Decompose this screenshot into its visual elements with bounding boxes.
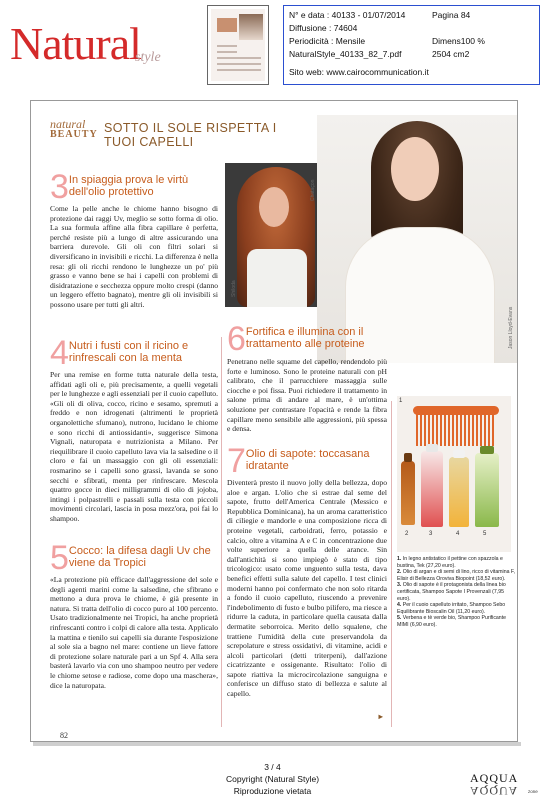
- section-body: Per una remise en forme tutta naturale della testa, affidati agli oli e, più precisamente, a quelli vegetali per le lunghezze e agli essenziali per il cuoio capelluto. «Gli oli di oliva, cocco, ricino e sesamo, spremuti a freddo e non idrogenati (altrimenti le proprietà organolettiche sfumano), nutrono, lucidano le chiome e sono ricchi di antiossidanti», suggerisce Simona Vignali, naturopata e nutrizionista a Milano. Per riequilibrare il cuoio capelluto lava via la salsedine o il cloro e fai un massaggio con gli oli essenziali: rosmarino se i capelli sono grassi, lavanda se sono secchi e sfibrati, menta per rinfrescare. Mescola quattro gocce in dieci milligrammi di olio di jojoba, intingi i polpastrelli e passali sulla testa con piccoli movimenti circolari, lascia in posa mezz'ora, poi fai lo shampoo.: [50, 370, 218, 523]
- footer-page-count: 3 / 4: [264, 762, 281, 772]
- brand-word: Natural: [10, 18, 141, 69]
- product-number: 3: [429, 531, 433, 537]
- section-title: Olio di sapote: toccasana idratante: [245, 448, 370, 472]
- end-mark: ►: [377, 712, 385, 721]
- section-header: [227, 442, 387, 480]
- thumbnail-line: [217, 63, 261, 65]
- column-rule: [391, 401, 392, 727]
- footer-riproduzione: Riproduzione vietata: [233, 786, 312, 796]
- products-caption: [397, 556, 515, 629]
- photo-right-caption: Jason Lloyd-Evans: [508, 306, 514, 349]
- brand-logo: [10, 20, 185, 75]
- section-title: In spiaggia prova le virtù dell'olio protettivo: [68, 174, 189, 198]
- product-caption-item: 4. Per il cuoio capelluto irritato, Shampoo Sebo Equilibrante Bioscalin Oil (11,20 euro).: [397, 602, 506, 615]
- photo-face: [259, 187, 289, 227]
- product-bottle-shampoo-sapote: [421, 451, 443, 527]
- meta-dimens: Dimens100 %: [432, 36, 485, 46]
- meta-sito[interactable]: Sito web: www.cairocommunication.it: [289, 67, 429, 77]
- column-rule: [221, 337, 222, 727]
- section-title: Cocco: la difesa dagli Uv che viene da Tropici: [68, 545, 211, 569]
- product-bottle-bioscalin: [449, 457, 469, 527]
- photo-face: [391, 137, 439, 201]
- section-header: [50, 168, 218, 206]
- meta-pagina: Pagina 84: [432, 10, 471, 20]
- product-bottle-mimi: [475, 453, 499, 527]
- thumbnail-photo-large: [239, 14, 263, 40]
- product-number: 5: [483, 531, 487, 537]
- product-number: 1: [399, 398, 403, 404]
- meta-row: [289, 48, 534, 61]
- meta-row: [289, 9, 534, 22]
- brand-sub: style: [135, 50, 161, 65]
- product-number: 2: [405, 531, 409, 537]
- section-title: Fortifica e illumina con il trattamento alle proteine: [245, 326, 365, 350]
- section-body: Diventerà presto il nuovo jolly della bellezza, dopo aloe e argan. L'olio che si estrae dal seme del sapote, frutto dell'America Centrale (Messico e Repubblica Dominicana), ha un aroma caratteristico di ciliegie e mandorle e una composizione ricca di proteine vegetali, carboidrati, ferro, potassio e calcio, oltre a vitamina A e C in concentrazione due volte superiore a quella delle arance. Sin dall'antichità si sono impiegò è stato di tipo tricologico: usato come unguento sulla testa, dava benefici effetti sulla salute del capello. I test clinici moderni hanno poi confermato che non solo ritarda a fondo il cuoio capelluto, riuscendo a prevenire l'indebolimento di fusto e bulbo pilifero, ma riesce a ridurre la caduta, in particolare quella causata dalla dermatite seborroica. Merito dello squalene, che trattiene l'umidità della cute preservandola da screpolature e stress ossidativi, di vitamine, acidi e alcoli particolari (detti triterpeni), dall'azione cicatrizzante e ossigenante. Risultato: l'olio di sapote riattiva la microcircolazione sanguigna e conferisce un diffuso stato di bellezza e salute al capello.: [227, 478, 387, 699]
- meta-row: [289, 22, 534, 35]
- photo-left-credit: Chataçon: [310, 179, 316, 201]
- meta-area: 2504 cm2: [432, 49, 470, 59]
- product-bottle-oil: [401, 461, 415, 525]
- section-header: [50, 334, 218, 372]
- footer-copyright: Copyright (Natural Style): [225, 774, 320, 784]
- meta-row: [289, 66, 534, 79]
- meta-numero-data: N° e data : 40133 - 01/07/2014: [289, 10, 406, 20]
- section-number: 3: [50, 168, 69, 206]
- section-header: [227, 320, 387, 358]
- aqqua-logo-zone: zone: [528, 789, 538, 794]
- bottle-cap: [453, 450, 465, 458]
- bottle-cap: [480, 446, 494, 454]
- meta-row: [289, 35, 534, 48]
- meta-diffusione: Diffusione : 74604: [289, 23, 358, 33]
- section-body: «La protezione più efficace dall'aggressione del sole e degli agenti marini come la salsedine, che sfibrano e mettono a dura prova le chiome, è già presente in natura. Si tratta dell'olio di cocco puro al 100 percento. Usato tradizionalmente nei Tropici, ha anche proprietà rinfrescanti contro i colpi di calore alla testa. Applicalo la mattina e tienilo sui capelli sia durante l'esposizione al sole sia a bagno nel mare: contiene un lieve fattore di protezione solare naturale pari a un Spf 4. Alla sera basterà lavarlo via con uno shampoo neutro per vedere le chiome setose e radiose, come dopo una maschera», dice la naturopata.: [50, 575, 218, 690]
- comb-teeth: [416, 414, 496, 446]
- thumbnail-line: [217, 57, 261, 59]
- section-body: Come la pelle anche le chiome hanno bisogno di protezione dai raggi Uv, meglio se sotto forma di olio. La sua formula affine alla fibra capillare è perfetta, perché resiste più a lungo di altre assicurando una barriera durevole. Gli oli con filtri solari si diversificano in invisibili e ricchi. La differenza è nella resa: gli oli ricchi rendono le lunghezze un po' più grasso e vanno bene se hai i capelli con problemi di disidratazione e secchezza oppure molto crespi (danno un leggero effetto bagnato), mentre gli oli invisibili si possono usare per tutti gli altri.: [50, 204, 218, 309]
- thumbnail-line: [217, 45, 237, 47]
- section-number: 7: [227, 442, 246, 480]
- product-caption-item: 1. In legno antistatico il pettine con spazzola e bustina, Tek (27,20 euro).: [397, 556, 503, 569]
- aqqua-logo: [470, 771, 540, 799]
- aqqua-logo-bottom: AQQUA: [470, 784, 519, 798]
- page-shadow: [33, 742, 521, 746]
- product-number: 4: [456, 531, 460, 537]
- meta-file: NaturalStyle_40133_82_7.pdf: [289, 49, 402, 59]
- page-thumbnail[interactable]: [207, 5, 269, 85]
- kicker-beauty: BEAUTY: [50, 129, 98, 140]
- magazine-page: [30, 100, 518, 742]
- thumbnail-canvas: [211, 9, 265, 81]
- kicker-natural: natural: [50, 117, 86, 131]
- section-number: 6: [227, 320, 246, 358]
- meta-periodicita: Periodicità : Mensile: [289, 36, 366, 46]
- aqqua-logo-top: AQQUA: [470, 771, 519, 785]
- thumbnail-line: [217, 51, 237, 53]
- photo-left-caption: Shiloda: [231, 280, 237, 297]
- section-body: Penetrano nelle squame del capello, rendendolo più forte e luminoso. Sono le proteine naturali con pH calibrato, che il parrucchiere massaggia sulle ciocche e poi fissa. Puoi richiedere il trattamento in salone prima di andare al mare, è un'ottima soluzione per contrastare l'opacità e rende la fibra capillare meno sensibile alle aggressioni, più spessa e densa.: [227, 357, 387, 434]
- product-caption-item: 5. Verbena e tè verde bio, Shampoo Purificante MIMI (6,90 euro).: [397, 615, 507, 628]
- photo-dress: [247, 249, 307, 307]
- press-metadata: [283, 5, 540, 85]
- page-number: 82: [60, 731, 68, 740]
- article-headline: SOTTO IL SOLE RISPETTA I TUOI CAPELLI: [104, 121, 277, 149]
- section-number: 5: [50, 539, 69, 577]
- section-title: Nutri i fusti con il ricino e rinfrescali con la menta: [68, 340, 189, 364]
- section-header: [50, 539, 218, 577]
- product-caption-item: 3. Olio di sapote è il protagonista della linea bio certificata, Shampoo Sapote I Provenzali (7,95 euro).: [397, 582, 506, 602]
- comb-product: [413, 406, 499, 446]
- product-caption-item: 2. Olio di argan e di semi di lino, ricco di vitamina F, Elisir di Bellezza Oroviva Biopoint (18,52 euro).: [397, 569, 515, 582]
- thumbnail-line: [217, 69, 261, 71]
- bottle-cap: [426, 444, 438, 452]
- section-number: 4: [50, 334, 69, 372]
- thumbnail-photo-small: [217, 18, 237, 32]
- bottle-cap: [404, 453, 412, 462]
